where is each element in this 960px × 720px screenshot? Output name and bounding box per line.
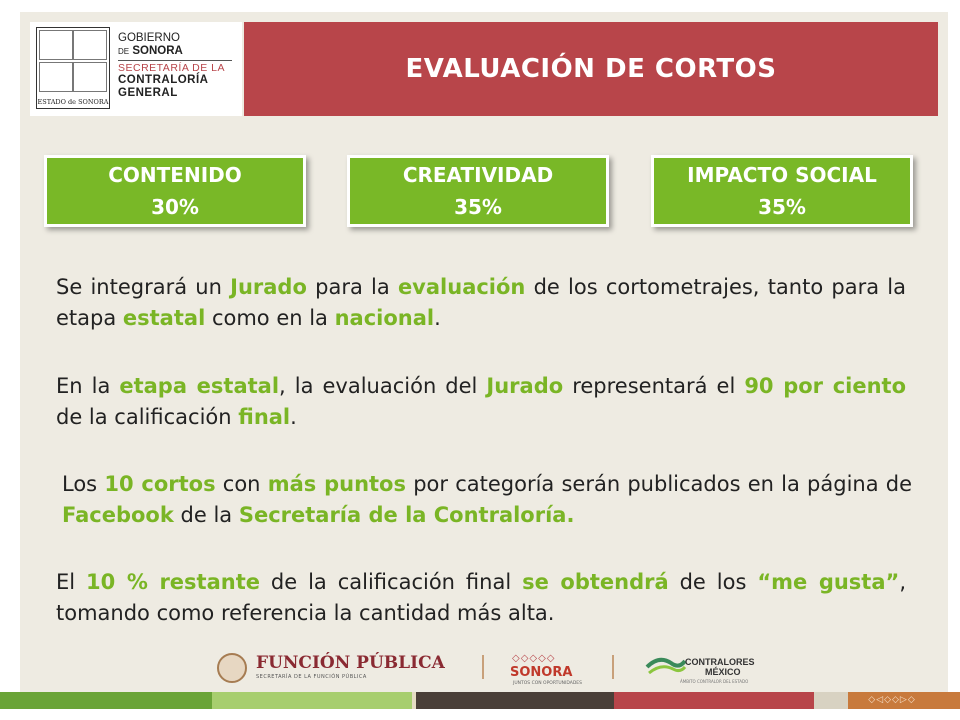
footer-logos (0, 645, 960, 687)
text-segment: representará el (563, 374, 745, 398)
highlight-segment: más puntos (267, 472, 406, 496)
contralores-subtitle: ÁMBITO CONTRALOR DEL ESTADO (680, 679, 749, 684)
highlight-segment: Jurado (486, 374, 564, 398)
text-segment: para la (306, 275, 398, 299)
highlight-segment: 10 % restante (86, 570, 260, 594)
logo-line-sonora (118, 45, 236, 58)
logo-line-contraloria: CONTRALORÍA (118, 74, 209, 86)
text-segment: como en la (205, 306, 335, 330)
gobierno-sonora-logo (30, 22, 242, 116)
text-segment: . (290, 405, 297, 429)
text-segment: de los cortometrajes, tanto para la etapa (56, 275, 907, 330)
text-segment: con (215, 472, 268, 496)
logo-line-gobierno: GOBIERNO (118, 32, 180, 44)
text-segment: de la (173, 503, 239, 527)
highlight-segment: Jurado (230, 275, 307, 299)
highlight-segment: etapa estatal (119, 374, 280, 398)
page-title: EVALUACIÓN DE CORTOS (405, 54, 777, 84)
highlight-segment: Facebook (62, 503, 174, 527)
logo-line-de: DE (118, 47, 130, 56)
paragraph-cortos-publicados (62, 469, 912, 531)
text-segment: de la calificación (56, 405, 239, 429)
footer-divider (612, 655, 614, 679)
title-bar (244, 22, 938, 116)
criterion-label: CONTENIDO (108, 163, 242, 187)
contralores-line1: CONTRALORES (685, 657, 755, 667)
stripe-segment (416, 692, 614, 709)
sonora-subtitle: JUNTOS CON OPORTUNIDADES (513, 681, 583, 686)
seal-caption: ESTADO de SONORA (37, 98, 109, 106)
highlight-segment: final (238, 405, 291, 429)
footer-divider (482, 655, 484, 679)
logo-line-sonora-name: SONORA (132, 45, 183, 57)
funcion-publica-name: FUNCIÓN PÚBLICA (256, 653, 445, 673)
paragraph-jurado (56, 272, 906, 334)
text-segment: En la (56, 374, 120, 398)
stripe-segment (0, 692, 212, 709)
logo-divider (118, 60, 232, 61)
logo-line-general: GENERAL (118, 87, 178, 99)
criterion-value: 30% (151, 195, 199, 219)
highlight-segment: evaluación (397, 275, 526, 299)
stripe-ornament-icon: ◇◁◇◇▷◇ (868, 695, 916, 705)
contralores-mexico-mark-icon (645, 653, 687, 675)
contralores-line2: MÉXICO (705, 667, 741, 677)
criterion-value: 35% (758, 195, 806, 219)
criterion-contenido (44, 155, 306, 227)
funcion-publica-emblem-icon (217, 653, 247, 683)
criterion-label: IMPACTO SOCIAL (687, 163, 877, 187)
stripe-segment (614, 692, 814, 709)
sonora-ornament-icon: ◇◇◇◇◇ (512, 653, 556, 664)
highlight-segment: estatal (122, 306, 206, 330)
text-segment: Los (62, 472, 105, 496)
highlight-segment: nacional (334, 306, 435, 330)
text-segment: El (56, 570, 87, 594)
stripe-segment (212, 692, 412, 709)
highlight-segment: Secretaría de la Contraloría. (238, 503, 575, 527)
sonora-state-seal-icon (36, 27, 110, 109)
criterion-impacto-social (651, 155, 913, 227)
paragraph-etapa-estatal (56, 371, 906, 433)
text-segment: de la calificación final (259, 570, 523, 594)
stripe-segment (814, 692, 848, 709)
criterion-creatividad (347, 155, 609, 227)
sonora-name: SONORA (510, 665, 573, 680)
highlight-segment: “me gusta” (757, 570, 900, 594)
highlight-segment: 10 cortos (104, 472, 216, 496)
text-segment: , tomando como referencia la cantidad más alta. (56, 570, 906, 625)
criterion-value: 35% (454, 195, 502, 219)
paragraph-me-gusta (56, 567, 906, 629)
logo-text (118, 32, 236, 100)
logo-line-secretaria: SECRETARÍA DE LA (118, 62, 226, 74)
funcion-publica-subtitle: SECRETARÍA DE LA FUNCIÓN PÚBLICA (256, 674, 367, 680)
highlight-segment: se obtendrá (522, 570, 669, 594)
text-segment: de los (668, 570, 758, 594)
highlight-segment: 90 por ciento (744, 374, 906, 398)
criterion-label: CREATIVIDAD (402, 163, 554, 187)
text-segment: por categoría serán publicados en la página de (406, 472, 913, 496)
text-segment: . (434, 306, 441, 330)
text-segment: Se integrará un (56, 275, 231, 299)
bottom-color-stripe (0, 692, 960, 709)
text-segment: , la evaluación del (279, 374, 487, 398)
